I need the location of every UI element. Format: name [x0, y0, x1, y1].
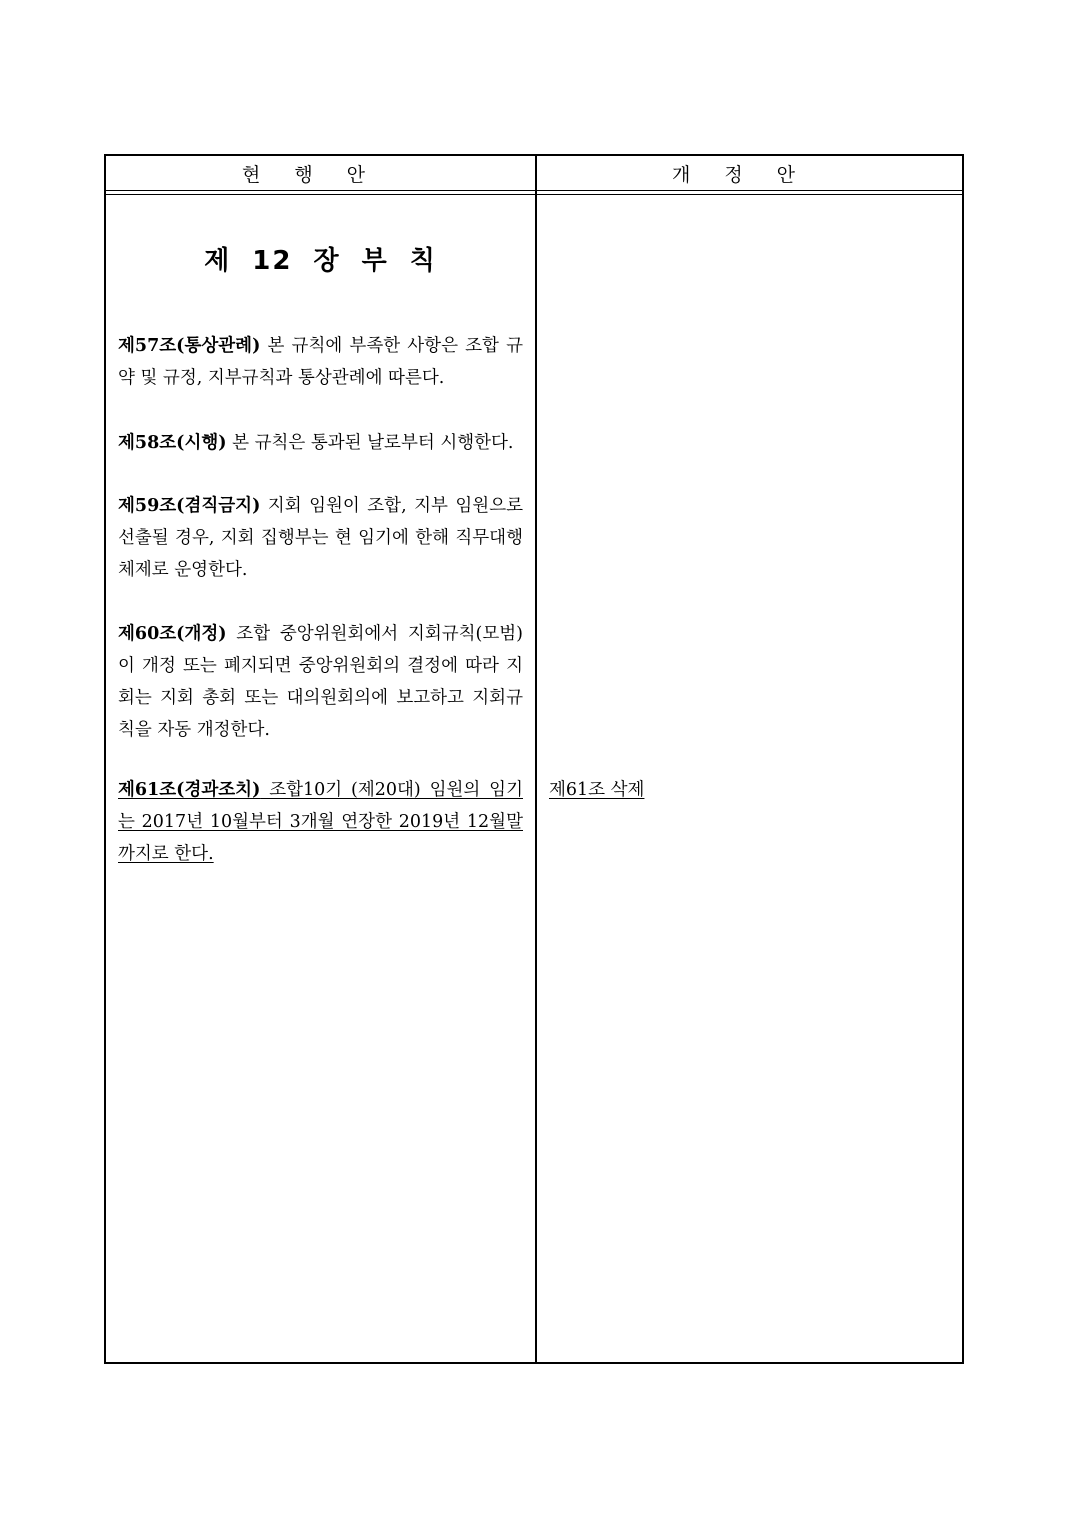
column-divider [535, 156, 537, 1362]
comparison-table [104, 154, 964, 1364]
article-58 [118, 427, 523, 459]
article-59-body: 지회 임원이 조합, 지부 임원으로 선출될 경우, 지회 집행부는 현 임기에 한해 직무대행 체제로 운영한다. [118, 496, 523, 580]
header-current: 현행안 [241, 164, 400, 186]
article-58-head: 제58조(시행) [118, 433, 227, 453]
header-revised: 개정안 [671, 164, 830, 186]
article-59 [118, 490, 523, 586]
article-58-body: 본 규칙은 통과된 날로부터 시행한다. [226, 433, 514, 453]
article-57-body: 본 규칙에 부족한 사항은 조합 규약 및 규정, 지부규칙과 통상관례에 따른다. [118, 336, 523, 388]
article-57-head: 제57조(통상관례) [118, 336, 261, 356]
article-59-head: 제59조(겸직금지) [118, 496, 261, 516]
article-61 [118, 774, 523, 870]
article-60-body: 조합 중앙위원회에서 지회규칙(모범)이 개정 또는 폐지되면 중앙위원회의 결정에 따라 지회는 지회 총회 또는 대의원회의에 보고하고 지회규칙을 자동 개정한다. [118, 624, 523, 740]
revised-article-61: 제61조 삭제 [549, 780, 645, 800]
article-60 [118, 618, 523, 746]
article-61-head: 제61조(경과조치) [118, 780, 261, 800]
article-57 [118, 330, 523, 394]
header-divider [106, 190, 962, 195]
chapter-title: 제 12 장 부 칙 [204, 246, 437, 276]
article-61-body: 조합10기 (제20대) 임원의 임기는 2017년 10월부터 3개월 연장한 2019년 12월말까지로 한다. [118, 780, 523, 864]
article-60-head: 제60조(개정) [118, 624, 227, 644]
